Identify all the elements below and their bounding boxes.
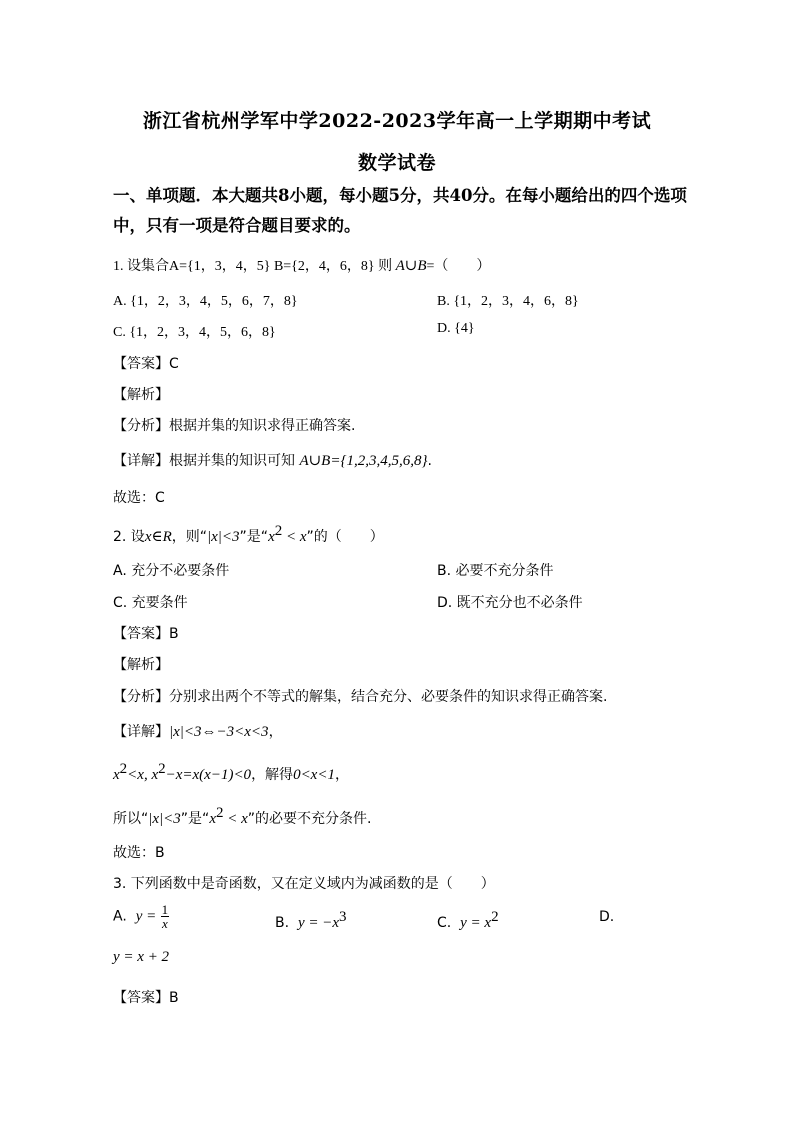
q1-xiangjie: 【详解】根据并集的知识可知 A∪B={1,2,3,4,5,6,8}. [113,453,432,469]
q3-option-c: C. $y = x^2$ [437,909,499,931]
document-title: 浙江省杭州学军中学2022-2023学年高一上学期期中考试 [142,110,652,132]
q3-option-b: B. $y = -x^3$ [275,909,347,931]
q3-fraction: $\frac{1}{x}$ [161,902,169,931]
document-subtitle: 数学试卷 [357,152,436,174]
q1-option-c: C. {1，2，3，4，5，6，8} [113,325,276,340]
q1-analysis-tag: 【解析】 [113,387,169,403]
q1-xiangjie-math: A∪B={1,2,3,4,5,6,8} [299,453,428,469]
q1-answer: 【答案】C [113,356,179,372]
q2-stem: 2. 设x∈R，则“|x|<3”是“$x^2 < x$”的（ ） [113,523,384,545]
q1-choose: 故选：C [113,490,165,506]
q2-answer: 【答案】B [113,626,179,642]
section-heading: 一、单项题．本大题共8小题，每小题5分，共40分。在每小题给出的四个选项中，只有一项是符合题目要求的。 [113,186,687,235]
q2-option-b: B. 必要不充分条件 [437,563,554,579]
q2-option-d: D. 既不充分也不必条件 [437,595,583,611]
q1-stem: 1. 设集合A={1，3，4，5} B={2，4，6，8} 则 A∪B=（ ） [113,258,491,274]
q2-analysis-tag: 【解析】 [113,657,169,673]
q2-fenxi: 【分析】分别求出两个不等式的解集，结合充分、必要条件的知识求得正确答案. [113,689,608,705]
q2-choose: 故选：B [113,845,165,861]
q2-xiangjie: 【详解】|x|<3⇔−3<x<3， [113,724,283,740]
q1-stem-math: A∪B [395,258,427,274]
q1-option-d: D. {4} [437,321,475,336]
q1-option-b: B. {1，2，3，4，6，8} [437,294,579,309]
q1-option-a: A. {1，2，3，4，5，6，7，8} [113,294,298,309]
q3-option-d-label: D. [599,909,615,925]
q3-option-a: A. y = $\frac{1}{x}$ [113,902,169,931]
q2-conclusion: 所以“|x|<3”是“$x^2 < x$”的必要不充分条件. [113,805,372,827]
q3-stem: 3. 下列函数中是奇函数，又在定义域内为减函数的是（ ） [113,876,495,892]
q2-option-c: C. 充要条件 [113,595,188,611]
q2-option-a: A. 充分不必要条件 [113,563,230,579]
q3-option-d: y = x + 2 [113,949,170,965]
q1-fenxi: 【分析】根据并集的知识求得正确答案. [113,418,356,434]
q2-xiangjie-line2: $x^2<x$, $x^2-x=x(x-1)<0$，解得0<x<1， [113,761,349,783]
q3-answer: 【答案】B [113,990,179,1006]
